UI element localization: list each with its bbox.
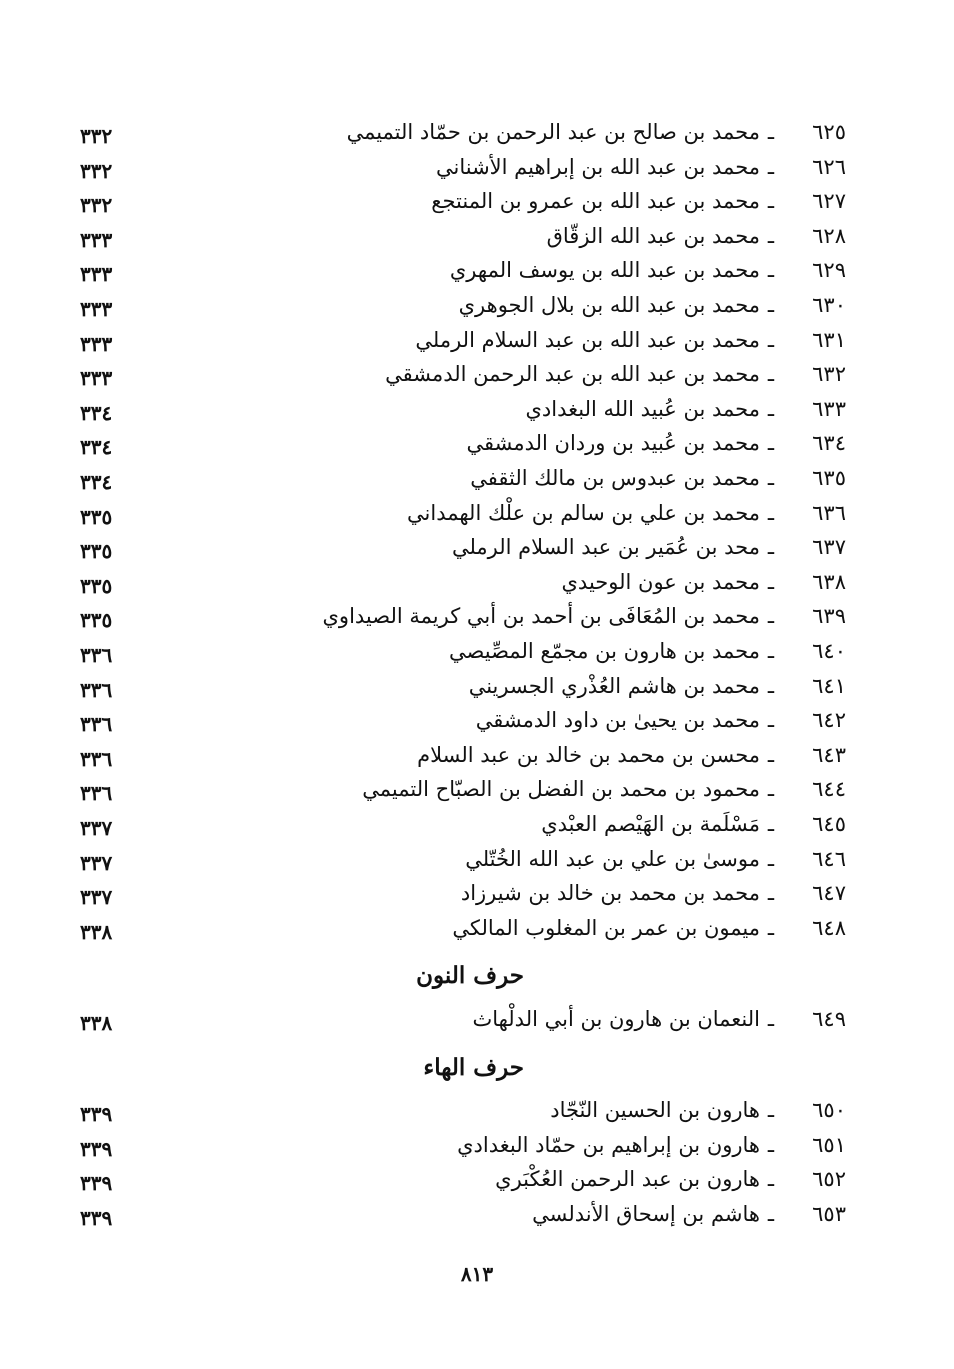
entry-page-number: ٣٣٧ — [80, 885, 113, 910]
entry-name: محمود بن محمد بن الفضل بن الصبّاح التميمي — [362, 777, 760, 802]
entry-number: ٦٤٦ — [812, 846, 846, 871]
entry-text — [449, 635, 846, 667]
entry-separator: ـ — [767, 812, 775, 836]
entry-page-number: ٣٣٥ — [80, 539, 113, 564]
entry-page-number: ٣٣٢ — [80, 158, 113, 183]
entry-page-number: ٣٣٥ — [80, 608, 113, 633]
entry-text — [541, 808, 846, 840]
entry-number: ٦٤٤ — [812, 777, 846, 802]
entry-number: ٦٥١ — [812, 1132, 846, 1157]
index-entry — [70, 704, 860, 738]
entry-name: محمد بن صالح بن عبد الرحمن بن حمّاد التميمي — [346, 120, 760, 144]
entry-name: محمد بن عبد الله بن بلال الجوهري — [458, 293, 760, 317]
entry-name: ميمون بن عمر بن المغلوب المالكي — [452, 915, 760, 940]
entry-name: محمد بن عُبيد الله البغدادي — [525, 396, 760, 421]
entry-separator: ـ — [767, 915, 775, 940]
entry-name: هارون بن الحسين النّجّاد — [550, 1098, 760, 1122]
index-entry — [70, 1129, 860, 1163]
entry-number: ٦٢٧ — [812, 189, 846, 214]
entry-separator: ـ — [767, 535, 775, 560]
entry-page-number: ٣٣٦ — [80, 712, 113, 737]
entry-number: ٦٥٢ — [812, 1167, 846, 1192]
entry-page-number: ٣٣٩ — [80, 1205, 113, 1230]
entry-text — [469, 670, 846, 702]
entry-separator: ـ — [767, 569, 775, 594]
entry-page-number: ٣٣٢ — [80, 193, 113, 218]
index-entry — [70, 773, 860, 807]
index-entry — [70, 220, 860, 254]
entry-number: ٦٣١ — [812, 327, 846, 352]
entry-separator: ـ — [767, 881, 775, 906]
entry-text — [431, 185, 846, 217]
index-entry — [70, 739, 860, 773]
entry-number: ٦٤٢ — [812, 708, 846, 733]
entry-number: ٦٣٤ — [812, 431, 846, 456]
entry-number: ٦٣٣ — [812, 396, 846, 421]
entry-name: محسن بن محمد بن خالد بن عبد السلام — [417, 742, 760, 767]
entry-name: محمد بن هاشم العُذْري الجسريني — [468, 673, 760, 698]
index-entry — [70, 1198, 860, 1232]
entry-page-number: ٣٣٧ — [80, 816, 113, 840]
index-entry — [70, 497, 860, 531]
entry-separator: ـ — [767, 362, 775, 387]
entry-number: ٦٤٩ — [812, 1007, 846, 1031]
entry-separator: ـ — [767, 1201, 775, 1226]
entry-name: موسىٰ بن علي بن عبد الله الخُتّلي — [465, 846, 760, 871]
index-entry — [70, 912, 860, 946]
entry-number: ٦٢٦ — [812, 154, 846, 179]
entry-text — [452, 912, 846, 944]
entry-name: محمد بن علي بن سالم بن علْك الهمداني — [407, 500, 760, 525]
entry-separator: ـ — [767, 1007, 775, 1031]
entry-name: محمد بن المُعَافَى بن أحمد بن أبي كريمة الصيداوي — [322, 604, 760, 629]
entry-page-number: ٣٣٣ — [80, 366, 113, 391]
entry-page-number: ٣٣٦ — [80, 643, 113, 667]
entry-number: ٦٣٦ — [812, 500, 846, 525]
entry-separator: ـ — [767, 396, 775, 421]
entry-number: ٦٣٥ — [812, 466, 846, 490]
entry-text — [476, 704, 846, 736]
index-entry — [70, 254, 860, 288]
entry-text — [459, 289, 846, 321]
entry-page-number: ٣٣٣ — [80, 262, 113, 287]
index-entry — [70, 393, 860, 427]
entry-separator: ـ — [767, 639, 775, 663]
entry-name: محمد بن هارون بن مجمّع المصِّيصي — [449, 639, 760, 663]
entry-separator: ـ — [767, 120, 775, 144]
index-entry — [70, 116, 860, 150]
entry-page-number: ٣٣٩ — [80, 1136, 113, 1161]
entry-separator: ـ — [767, 604, 775, 629]
entry-page-number: ٣٣٣ — [80, 227, 113, 252]
entry-text — [322, 600, 846, 632]
entry-separator: ـ — [767, 500, 775, 525]
index-entry — [70, 531, 860, 565]
entry-separator: ـ — [767, 431, 775, 456]
entry-separator: ـ — [767, 223, 775, 248]
entry-separator: ـ — [767, 1132, 775, 1157]
entry-page-number: ٣٣٨ — [80, 1011, 113, 1035]
section-heading: حرف النون — [416, 962, 524, 989]
entry-text — [407, 497, 846, 529]
entry-page-number: ٣٣٦ — [80, 781, 113, 806]
entry-separator: ـ — [767, 742, 775, 767]
entry-text — [452, 531, 846, 563]
index-entry — [70, 808, 860, 842]
entry-name: محمد بن عبد الله بن عمرو بن المنتجع — [431, 189, 760, 214]
entry-name: محمد بن عبدوس بن مالك الثقفي — [470, 466, 760, 490]
entry-name: هارون بن إبراهيم بن حمّاد البغدادي — [457, 1132, 760, 1157]
entry-number: ٦٢٩ — [812, 258, 846, 283]
index-entry — [70, 635, 860, 669]
entry-page-number: ٣٣٢ — [80, 124, 113, 148]
entry-text — [495, 1163, 846, 1195]
entry-page-number: ٣٣٣ — [80, 331, 113, 356]
entry-name: محمد بن عون الوحيدي — [561, 569, 760, 594]
entry-separator: ـ — [767, 673, 775, 698]
entry-name: محمد بن محمد بن خالد بن شيرزاد — [460, 881, 760, 906]
page-number: ٨١٣ — [460, 1262, 494, 1286]
entry-page-number: ٣٣٦ — [80, 677, 113, 702]
entry-page-number: ٣٣٤ — [80, 400, 113, 425]
index-entry — [70, 151, 860, 185]
entry-separator: ـ — [767, 189, 775, 214]
entry-number: ٦٤٨ — [812, 915, 846, 940]
entry-number: ٦٣٩ — [812, 604, 846, 629]
entry-number: ٦٤٥ — [812, 812, 846, 836]
entry-text — [532, 1198, 846, 1230]
entry-text — [385, 358, 846, 390]
entry-number: ٦٣٨ — [812, 569, 846, 594]
index-entry — [70, 427, 860, 461]
entry-page-number: ٣٣٩ — [80, 1102, 113, 1126]
index-entry — [70, 462, 860, 496]
entry-page-number: ٣٣٧ — [80, 850, 113, 875]
entry-number: ٦٤١ — [812, 673, 846, 698]
entry-text — [457, 1129, 846, 1161]
entry-page-number: ٣٣٩ — [80, 1171, 113, 1196]
entry-text — [450, 254, 846, 286]
entry-name: محد بن عُمَير بن عبد السلام الرملي — [451, 535, 760, 560]
entry-text — [550, 1094, 846, 1126]
entry-page-number: ٣٣٥ — [80, 573, 113, 598]
entry-number: ٦٤٠ — [812, 639, 846, 663]
entry-separator: ـ — [767, 293, 775, 317]
entry-name: محمد بن عبد الله بن إبراهيم الأشناني — [436, 154, 760, 179]
entry-separator: ـ — [767, 708, 775, 733]
entry-page-number: ٣٣٥ — [80, 504, 113, 529]
entry-number: ٦٤٣ — [812, 742, 846, 767]
entry-name: محمد بن يحيىٰ بن داود الدمشقي — [475, 708, 760, 733]
entry-text — [470, 462, 846, 494]
entry-separator: ـ — [767, 1167, 775, 1192]
entry-name: هاشم بن إسحاق الأندلسي — [532, 1201, 760, 1226]
entry-number: ٦٣٧ — [812, 535, 846, 560]
entry-separator: ـ — [767, 154, 775, 179]
entry-page-number: ٣٣٤ — [80, 470, 113, 494]
entry-page-number: ٣٣٦ — [80, 746, 113, 771]
entry-text — [562, 566, 847, 598]
index-entry — [70, 600, 860, 634]
index-entry — [70, 1163, 860, 1197]
entry-text — [362, 773, 846, 805]
entry-page-number: ٣٣٨ — [80, 919, 113, 944]
entry-name: هارون بن عبد الرحمن العُكْبَري — [495, 1167, 760, 1192]
entry-text — [415, 324, 846, 356]
entry-text — [461, 877, 846, 909]
entry-page-number: ٣٣٤ — [80, 435, 113, 460]
entry-number: ٦٥٣ — [812, 1201, 846, 1226]
entry-text — [547, 220, 846, 252]
entry-separator: ـ — [767, 327, 775, 352]
entry-name: محمد بن عبد الله بن عبد الرحمن الدمشقي — [385, 362, 760, 387]
entry-number: ٦٣٢ — [812, 362, 846, 387]
entry-name: محمد بن عُبيد بن وردان الدمشقي — [466, 431, 760, 456]
index-entry — [70, 877, 860, 911]
entry-number: ٦٢٨ — [812, 223, 846, 248]
entry-page-number: ٣٣٣ — [80, 297, 113, 321]
index-entry — [70, 566, 860, 600]
entry-text — [465, 843, 846, 875]
entry-text — [472, 1003, 846, 1035]
index-entry — [70, 1003, 860, 1037]
entry-name: مَسْلَمة بن الهَيْصم العبْدي — [541, 812, 760, 836]
entry-name: النعمان بن هارون بن أبي الدلْهاث — [472, 1007, 760, 1031]
entry-separator: ـ — [767, 846, 775, 871]
entry-name: محمد بن عبد الله الزقّاق — [546, 223, 760, 248]
entry-name: محمد بن عبد الله بن عبد السلام الرملي — [415, 327, 760, 352]
entry-text — [347, 116, 846, 148]
entry-number: ٦٣٠ — [812, 293, 846, 317]
index-entry — [70, 670, 860, 704]
index-entry — [70, 289, 860, 323]
entry-number: ٦٢٥ — [812, 120, 846, 144]
index-entry — [70, 1094, 860, 1128]
entry-separator: ـ — [767, 777, 775, 802]
entry-separator: ـ — [767, 1098, 775, 1122]
entry-text — [467, 427, 847, 459]
entry-text — [417, 739, 846, 771]
entry-name: محمد بن عبد الله بن يوسف المهري — [449, 258, 760, 283]
index-entry — [70, 358, 860, 392]
entry-separator: ـ — [767, 466, 775, 490]
section-heading: حرف الهاء — [423, 1054, 524, 1081]
entry-text — [525, 393, 846, 425]
entry-text — [436, 151, 846, 183]
entry-number: ٦٤٧ — [812, 881, 846, 906]
index-entry — [70, 185, 860, 219]
entry-separator: ـ — [767, 258, 775, 283]
index-entry — [70, 324, 860, 358]
index-entry — [70, 843, 860, 877]
entry-number: ٦٥٠ — [812, 1098, 846, 1122]
